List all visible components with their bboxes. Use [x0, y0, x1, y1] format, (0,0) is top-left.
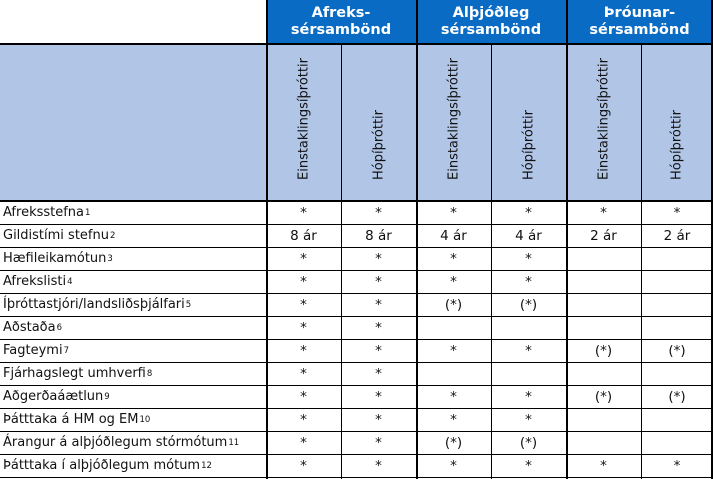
table-cell: *	[375, 434, 382, 451]
table-cell: 4 ár	[440, 227, 467, 244]
table-cell	[491, 362, 566, 385]
footnote-marker: 12	[201, 460, 212, 471]
subcolumn-label: Einstaklingsíþróttir	[446, 58, 461, 180]
table-cell: *	[450, 273, 457, 290]
row-label-text: Afrekslisti	[3, 274, 67, 289]
table-cell: (*)	[594, 388, 613, 405]
table-cell: (*)	[519, 296, 538, 313]
row-label	[0, 431, 266, 454]
row-label-text: Hæfileikamótun	[3, 251, 107, 266]
table-cell: *	[375, 319, 382, 336]
table-cell: *	[300, 411, 307, 428]
table-cell: *	[300, 296, 307, 313]
table-cell: *	[673, 204, 681, 221]
row-label	[0, 362, 266, 385]
grid-line	[566, 0, 568, 479]
grid-line	[0, 339, 713, 340]
table-cell	[566, 408, 641, 431]
row-label	[0, 224, 266, 247]
footnote-marker: 9	[104, 391, 110, 402]
table-cell: 8 ár	[365, 227, 392, 244]
table-cell	[491, 316, 566, 339]
table-cell: *	[375, 296, 382, 313]
table-cell: *	[525, 273, 532, 290]
subcolumn-header	[641, 44, 713, 201]
table-cell	[566, 431, 641, 454]
grid-line	[491, 44, 492, 479]
row-label	[0, 270, 266, 293]
footnote-marker: 4	[67, 276, 73, 287]
subcolumn-label: Hópíþróttir	[521, 109, 536, 180]
group-header: Þróunar- sérsambönd	[566, 0, 713, 44]
grid-line	[341, 44, 342, 479]
table-cell: *	[375, 250, 382, 267]
table-cell	[566, 247, 641, 270]
grid-line	[0, 43, 713, 45]
table-cell	[416, 316, 491, 339]
table-cell: *	[300, 204, 307, 221]
grid-line	[0, 454, 713, 455]
grid-line	[0, 224, 713, 225]
table-cell: *	[375, 204, 382, 221]
grid-line	[266, 0, 268, 479]
table-cell: *	[375, 457, 382, 474]
table-cell: *	[300, 273, 307, 290]
footnote-marker: 10	[139, 414, 151, 425]
table-cell	[416, 362, 491, 385]
row-label-text: Gildistími stefnu	[3, 228, 109, 243]
subcolumn-header	[416, 44, 491, 201]
row-label-text: Íþróttastjóri/landsliðsþjálfari	[3, 297, 185, 312]
row-label-text: Fjárhagslegt umhverfi	[3, 366, 146, 381]
table-cell: 2 ár	[663, 227, 691, 244]
table-cell: 8 ár	[290, 227, 317, 244]
table-cell: *	[600, 204, 607, 221]
grid-line	[416, 0, 418, 479]
row-label-text: Þátttaka í alþjóðlegum mótum	[3, 458, 201, 473]
group-header: Alþjóðleg sérsambönd	[416, 0, 566, 44]
footnote-marker: 11	[228, 437, 240, 448]
table-cell: 2 ár	[590, 227, 617, 244]
table-cell: *	[525, 457, 532, 474]
table-cell	[566, 362, 641, 385]
row-label	[0, 247, 266, 270]
row-label	[0, 385, 266, 408]
table-cell: (*)	[594, 342, 613, 359]
table-cell: *	[525, 250, 532, 267]
table-cell: *	[450, 411, 457, 428]
table-cell: *	[300, 365, 307, 382]
grid-line	[0, 408, 713, 409]
table-cell: *	[300, 457, 307, 474]
grid-line	[0, 362, 713, 363]
table-cell	[641, 316, 713, 339]
table-cell: *	[450, 457, 457, 474]
table-cell: *	[375, 388, 382, 405]
row-label	[0, 408, 266, 431]
row-label-text: Þátttaka á HM og EM	[3, 412, 139, 427]
row-label-text: Afreksstefna	[3, 205, 85, 220]
grid-line	[641, 44, 642, 479]
row-label-text: Aðgerðaáætlun	[3, 389, 104, 404]
table-cell: (*)	[668, 388, 686, 405]
subcolumn-label: Einstaklingsíþróttir	[596, 58, 611, 180]
row-label-text: Fagteymi	[3, 343, 63, 358]
table-cell	[566, 316, 641, 339]
table-cell: *	[673, 457, 681, 474]
row-label	[0, 339, 266, 362]
footnote-marker: 5	[185, 299, 192, 310]
table-cell: *	[450, 250, 457, 267]
table-cell: *	[525, 411, 532, 428]
grid-line	[0, 477, 713, 478]
row-label	[0, 201, 266, 224]
table-cell: (*)	[668, 342, 686, 359]
table-cell	[641, 431, 713, 454]
table-cell: *	[375, 273, 382, 290]
subcolumn-label: Hópíþróttir	[371, 109, 386, 180]
table-cell: *	[450, 388, 457, 405]
table-cell: *	[375, 365, 382, 382]
table-cell	[566, 270, 641, 293]
footnote-marker: 7	[63, 345, 69, 356]
row-label-text: Aðstaða	[3, 320, 56, 335]
group-header: Afreks- sérsambönd	[266, 0, 416, 44]
subcolumn-label: Hópíþróttir	[669, 109, 685, 180]
table-cell: *	[375, 342, 382, 359]
table-cell	[641, 270, 713, 293]
table-cell: *	[300, 250, 307, 267]
footnote-marker: 1	[85, 207, 91, 218]
grid-line	[0, 293, 713, 294]
subcolumn-label: Einstaklingsíþróttir	[296, 58, 311, 180]
table-cell: *	[450, 204, 457, 221]
table-cell	[641, 362, 713, 385]
table-cell	[566, 293, 641, 316]
grid-line	[0, 270, 713, 271]
table-cell: *	[375, 411, 382, 428]
footnote-marker: 8	[146, 368, 153, 379]
table-cell: 4 ár	[515, 227, 542, 244]
row-label	[0, 454, 266, 477]
grid-line	[0, 431, 713, 432]
table-cell: *	[300, 388, 307, 405]
grid-line	[0, 385, 713, 386]
table-cell: (*)	[444, 434, 463, 451]
row-label	[0, 293, 266, 316]
subcolumn-header	[491, 44, 566, 201]
footnote-marker: 3	[107, 253, 113, 264]
grid-line	[0, 200, 713, 202]
table-cell: *	[300, 434, 307, 451]
table-cell	[641, 293, 713, 316]
table-cell: (*)	[519, 434, 538, 451]
grid-line	[0, 247, 713, 248]
table-cell: *	[600, 457, 607, 474]
footnote-marker: 2	[109, 230, 116, 241]
table-cell: *	[300, 342, 307, 359]
subcolumn-header	[341, 44, 416, 201]
table-cell: *	[450, 342, 457, 359]
table-cell: *	[525, 388, 532, 405]
row-label	[0, 316, 266, 339]
subcolumn-header	[266, 44, 341, 201]
table-cell	[641, 247, 713, 270]
table-cell: *	[300, 319, 307, 336]
row-label-text: Árangur á alþjóðlegum stórmótum	[3, 435, 228, 450]
grid-line	[711, 0, 713, 479]
table-cell	[641, 408, 713, 431]
subcolumn-header	[566, 44, 641, 201]
table-cell: *	[525, 204, 532, 221]
grid-line	[0, 316, 713, 317]
header-corner	[0, 44, 266, 201]
table-cell: (*)	[444, 296, 463, 313]
table-cell: *	[525, 342, 532, 359]
footnote-marker: 6	[56, 322, 63, 333]
